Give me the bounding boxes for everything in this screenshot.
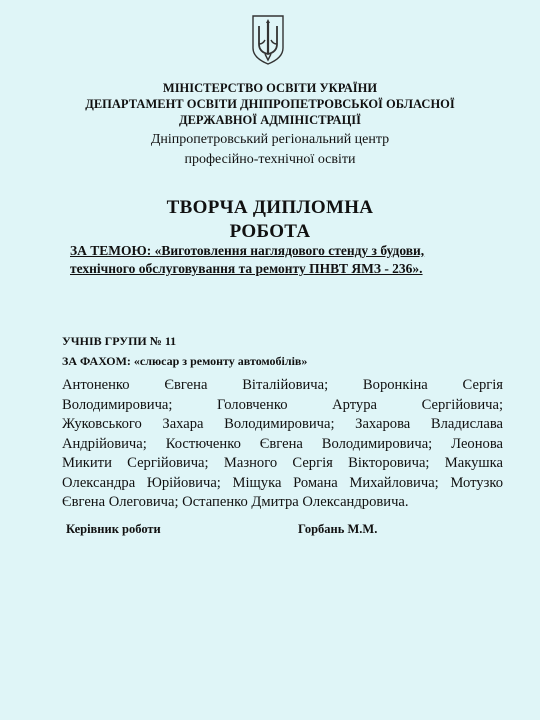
students-line: Антоненко Євгена Віталійовича; Воронкіна Сергія [62,377,503,393]
ministry-line-2: ДЕПАРТАМЕНТ ОСВІТИ ДНІПРОПЕТРОВСЬКОЇ ОБЛАСНОЇ [85,97,455,111]
theme-line-1: ЗА ТЕМОЮ: «Виготовлення наглядового стенду з будови, [70,243,425,258]
students-line: Євгена Олеговича; Остапенко Дмитра Олександровича. [62,494,409,510]
theme-line-2: технічного обслуговування та ремонту ПНВТ ЯМЗ - 236». [70,261,423,276]
theme-block [70,242,510,278]
ministry-line-1: МІНІСТЕРСТВО ОСВІТИ УКРАЇНИ [162,81,378,95]
regional-center [0,130,540,170]
ministry-line-3: ДЕРЖАВНОЇ АДМІНІСТРАЦІЇ [178,113,362,127]
regional-center-line-2: професійно-технічної освіти [184,152,356,167]
document-title [0,196,540,244]
group-label: УЧНІВ ГРУПИ № 11 [62,334,177,348]
trident-emblem-icon [250,14,286,66]
students-list [62,376,503,513]
students-line: Володимировича; Головченко Артура Сергійовича; [62,396,503,413]
students-line: Олександра Юрійовича; Міщука Романа Михайловича; Мотузко [62,474,503,491]
supervisor-label: Керівник роботи [66,522,161,536]
students-line: Микити Сергійовича; Мазного Сергія Вікторовича; Макушка [62,455,503,471]
regional-center-line-1: Дніпропетровський регіональний центр [150,132,390,147]
ministry-header [0,80,540,128]
students-line: Жуковського Захара Володимировича; Захарова Владислава [62,416,503,432]
students-line: Андрійовича; Костюченко Євгена Володимировича; Леонова [62,435,503,452]
title-line-1: ТВОРЧА ДИПЛОМНА [166,197,374,218]
specialty-label: ЗА ФАХОМ: «слюсар з ремонту автомобілів» [62,354,308,368]
supervisor-name: Горбань М.М. [298,522,378,536]
title-line-2: РОБОТА [229,221,311,242]
